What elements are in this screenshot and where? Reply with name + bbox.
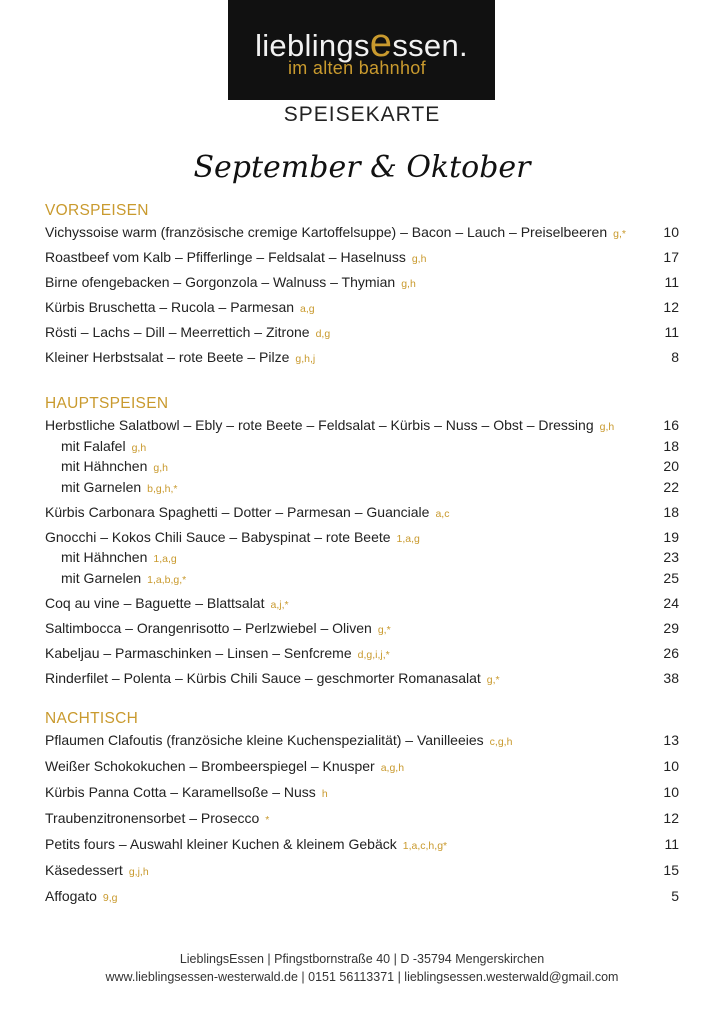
dish-price: 15 xyxy=(663,862,679,878)
dish-price: 20 xyxy=(663,458,679,474)
dish-name: Roastbeef vom Kalb – Pfifferlinge – Feldsalat – Haselnuss xyxy=(45,249,406,265)
logo-wordmark: lieblingsessen. xyxy=(255,21,468,65)
dish-name: Pflaumen Clafoutis (französiche kleine Kuchenspezialität) – Vanilleeies xyxy=(45,732,484,748)
dish-name: mit Hähnchen xyxy=(61,549,148,565)
dish-name: mit Garnelen xyxy=(61,478,142,495)
dish-price: 38 xyxy=(663,669,679,686)
dish-price: 8 xyxy=(671,349,679,365)
menu-item xyxy=(45,324,679,349)
dish-name: mit Falafel xyxy=(61,437,126,454)
allergen-codes: g,h xyxy=(153,462,168,474)
dish-name: Käsedessert xyxy=(45,862,123,878)
dish-name: Weißer Schokokuchen – Brombeerspiegel – Knusper xyxy=(45,758,375,774)
section-heading: NACHTISCH xyxy=(45,710,139,727)
allergen-codes: * xyxy=(265,814,270,826)
allergen-codes: 1,a,b,g,* xyxy=(147,573,187,586)
dish-price: 5 xyxy=(671,888,679,904)
allergen-codes: g,h xyxy=(131,441,147,454)
dish-price: 22 xyxy=(663,478,679,495)
menu-item xyxy=(45,784,679,810)
allergen-codes: g,* xyxy=(377,623,391,636)
footer-contact: www.lieblingsessen-westerwald.de | 0151 56113371 | lieblingsessen.westerwald@gmail.com xyxy=(105,970,619,984)
section-vorspeisen xyxy=(45,202,679,374)
dish-price: 11 xyxy=(664,836,679,852)
dish-name: Rinderfilet – Polenta – Kürbis Chili Sauce – geschmorter Romanasalat xyxy=(45,669,481,686)
dish-name: Birne ofengebacken – Gorgonzola – Walnuss – Thymian xyxy=(45,274,396,290)
allergen-codes: g,j,h xyxy=(128,866,149,878)
dish-name: Gnocchi – Kokos Chili Sauce – Babyspinat – rote Beete xyxy=(45,528,391,545)
dish-name: Petits fours – Auswahl kleiner Kuchen & kleinem Gebäck xyxy=(45,836,397,852)
allergen-codes: b,g,h,* xyxy=(147,482,178,495)
dish-name: Vichyssoise warm (französische cremige Kartoffelsuppe) – Bacon – Lauch – Preiselbeeren xyxy=(45,224,608,240)
menu-item xyxy=(45,620,679,645)
dish-name: Coq au vine – Baguette – Blattsalat xyxy=(45,594,265,611)
allergen-codes: a,c xyxy=(435,507,450,520)
dish-price: 18 xyxy=(663,437,679,454)
dish-price: 29 xyxy=(663,619,679,636)
allergen-codes: 1,a,g xyxy=(396,532,420,545)
dish-name: Kleiner Herbstsalat – rote Beete – Pilze xyxy=(45,349,290,365)
dish-price: 11 xyxy=(664,324,679,340)
dish-name: Rösti – Lachs – Dill – Meerrettich – Zitrone xyxy=(45,324,310,340)
dish-name: Kürbis Bruschetta – Rucola – Parmesan xyxy=(45,299,295,315)
dish-price: 18 xyxy=(663,503,679,520)
page-title: SPEISEKARTE xyxy=(283,103,441,126)
dish-price: 12 xyxy=(663,810,679,826)
dish-price: 26 xyxy=(663,644,679,661)
allergen-codes: a,j,* xyxy=(270,598,289,611)
section-heading: HAUPTSPEISEN xyxy=(45,395,169,412)
dish-price: 10 xyxy=(663,758,679,774)
menu-item xyxy=(45,645,679,670)
menu-item-variant xyxy=(45,438,679,459)
dish-name: mit Hähnchen xyxy=(61,458,148,474)
allergen-codes: g,* xyxy=(613,228,626,240)
menu-item xyxy=(45,810,679,836)
allergen-codes: a,g,h xyxy=(380,762,405,774)
menu-item xyxy=(45,417,679,438)
menu-item xyxy=(45,249,679,274)
menu-item-variant xyxy=(45,549,679,570)
menu-item xyxy=(45,595,679,620)
dish-price: 16 xyxy=(663,417,679,433)
menu-item xyxy=(45,349,679,374)
dish-name: Kabeljau – Parmaschinken – Linsen – Senfcreme xyxy=(45,644,352,661)
dish-price: 19 xyxy=(663,528,679,545)
menu-item xyxy=(45,299,679,324)
season-title: September & Oktober xyxy=(193,150,531,185)
dish-name: Herbstliche Salatbowl – Ebly – rote Beete – Feldsalat – Kürbis – Nuss – Obst – Dressing xyxy=(45,417,594,433)
menu-item xyxy=(45,888,679,914)
menu-item xyxy=(45,529,679,550)
dish-price: 17 xyxy=(663,249,679,265)
dish-name: Affogato xyxy=(45,888,97,904)
dish-price: 10 xyxy=(663,784,679,800)
section-nachtisch xyxy=(45,710,679,914)
dish-price: 12 xyxy=(663,299,679,315)
dish-name: Traubenzitronensorbet – Prosecco xyxy=(45,810,260,826)
menu-item xyxy=(45,224,679,249)
menu-item xyxy=(45,732,679,758)
dish-price: 13 xyxy=(663,732,679,748)
allergen-codes: a,g xyxy=(300,303,315,315)
dish-price: 10 xyxy=(663,224,679,240)
allergen-codes: g,h xyxy=(599,421,615,433)
dish-name: Kürbis Carbonara Spaghetti – Dotter – Parmesan – Guanciale xyxy=(45,503,430,520)
menu-item-variant xyxy=(45,458,679,479)
menu-item-variant xyxy=(45,479,679,504)
menu-item xyxy=(45,862,679,888)
allergen-codes: 1,a,g xyxy=(153,553,177,565)
section-hauptspeisen xyxy=(45,395,679,695)
allergen-codes: 1,a,c,h,g* xyxy=(402,840,448,852)
dish-name: Saltimbocca – Orangenrisotto – Perlzwiebel – Oliven xyxy=(45,619,372,636)
allergen-codes: g,* xyxy=(486,673,500,686)
allergen-codes: g,h,j xyxy=(295,353,316,365)
menu-item xyxy=(45,274,679,299)
dish-name: mit Garnelen xyxy=(61,569,142,586)
logo-subtitle: im alten bahnhof xyxy=(288,58,426,78)
menu-item-variant xyxy=(45,570,679,595)
menu-item xyxy=(45,670,679,695)
menu-item xyxy=(45,504,679,529)
dish-price: 24 xyxy=(663,594,679,611)
menu-item xyxy=(45,836,679,862)
allergen-codes: g,h xyxy=(401,278,416,290)
allergen-codes: d,g,i,j,* xyxy=(357,648,390,661)
allergen-codes: c,g,h xyxy=(489,736,513,748)
menu-item xyxy=(45,758,679,784)
dish-name: Kürbis Panna Cotta – Karamellsoße – Nuss xyxy=(45,784,316,800)
footer-address: LieblingsEssen | Pfingstbornstraße 40 | D -35794 Mengerskirchen xyxy=(179,952,545,966)
allergen-codes: 9,g xyxy=(102,892,118,904)
dish-price: 23 xyxy=(663,549,679,565)
allergen-codes: h xyxy=(321,788,328,800)
section-heading: VORSPEISEN xyxy=(45,202,149,219)
allergen-codes: g,h xyxy=(411,253,427,265)
restaurant-logo xyxy=(228,0,495,100)
allergen-codes: d,g xyxy=(315,328,331,340)
dish-price: 25 xyxy=(663,569,679,586)
dish-price: 11 xyxy=(664,274,679,290)
